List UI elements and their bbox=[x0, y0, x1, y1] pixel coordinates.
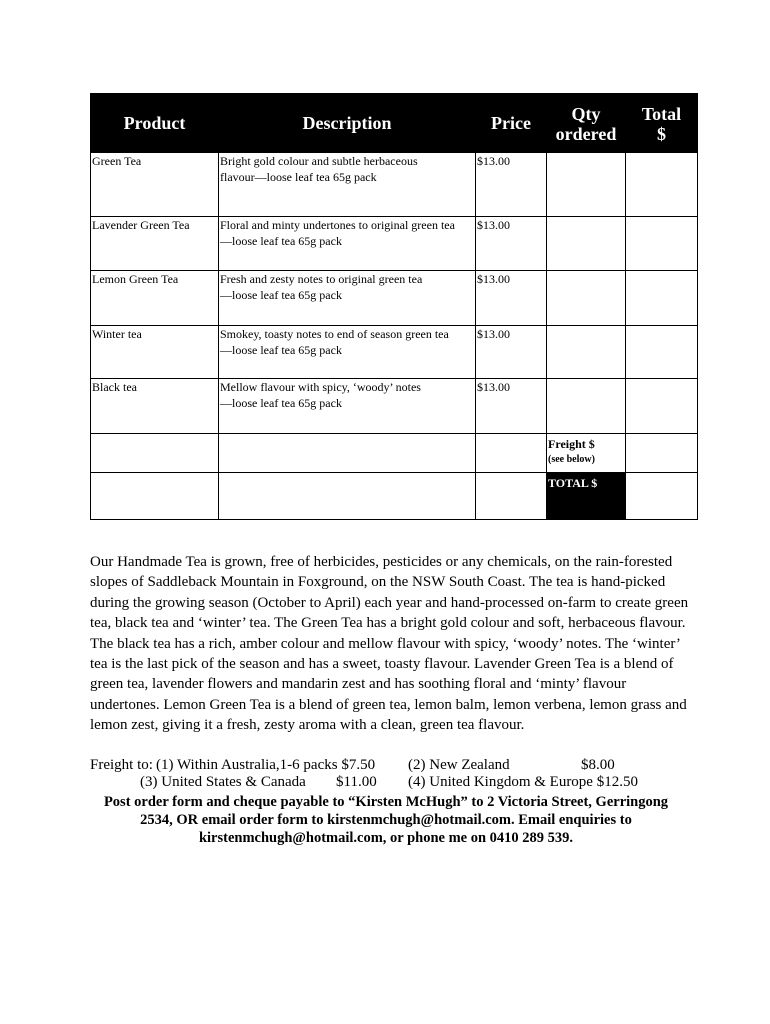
qty-input-cell[interactable] bbox=[547, 153, 626, 217]
total-input-cell[interactable] bbox=[626, 271, 698, 326]
header-total-line1: Total bbox=[641, 104, 682, 124]
qty-input-cell[interactable] bbox=[547, 271, 626, 326]
tea-description-paragraph: Our Handmade Tea is grown, free of herbicides, pesticides or any chemicals, on the rain-forested slopes of Saddleback Mountain in Foxground, on the NSW South Coast. The tea is hand-picked during the growing season (October to April) each year and hand-processed on-farm to create green tea, black tea and ‘winter’ tea. The Green Tea has a bright gold colour and soft, herbaceous flavour. The black tea has a rich, amber colour and mellow flavour with spicy, ‘woody’ notes. The ‘winter’ tea is the last pick of the season and has a sweet, toasty flavour. Lavender Green Tea is a blend of green tea, lavender flowers and mandarin zest and has soothing floral and ‘minty’ flavour undertones. Lemon Green Tea is a blend of green tea, lemon balm, lemon verbena, lemon grass and lemon zest, giving it a fresh, zesty aroma with a clean, green tea flavour. bbox=[90, 554, 689, 734]
total-input-cell[interactable] bbox=[626, 379, 698, 434]
product-price: $13.00 bbox=[476, 153, 547, 217]
empty-cell bbox=[476, 473, 547, 520]
header-price: Price bbox=[476, 94, 547, 153]
freight-label-sub: (see below) bbox=[548, 454, 595, 465]
description-line2: —loose leaf tea 65g pack bbox=[220, 343, 342, 357]
empty-cell bbox=[219, 473, 476, 520]
freight-option-1: (1) Within Australia,1-6 packs $7.50 bbox=[156, 757, 376, 773]
product-name: Lemon Green Tea bbox=[91, 271, 219, 326]
description-line2: —loose leaf tea 65g pack bbox=[220, 396, 342, 410]
freight-line-2 bbox=[90, 774, 690, 791]
header-qty-ordered bbox=[547, 94, 626, 153]
header-product: Product bbox=[91, 94, 219, 153]
freight-option-2-price: $8.00 bbox=[581, 757, 615, 773]
freight-option-3-name: (3) United States & Canada bbox=[140, 774, 306, 790]
product-description bbox=[219, 326, 476, 379]
header-total-line2: $ bbox=[657, 124, 666, 144]
product-description bbox=[219, 379, 476, 434]
total-input-cell[interactable] bbox=[626, 153, 698, 217]
total-input-cell[interactable] bbox=[626, 326, 698, 379]
empty-cell bbox=[91, 434, 219, 473]
description-line1: Fresh and zesty notes to original green tea bbox=[220, 272, 423, 286]
description-line1: Smokey, toasty notes to end of season green tea bbox=[220, 327, 449, 341]
freight-rates bbox=[90, 757, 690, 791]
table-row bbox=[91, 271, 698, 326]
order-table bbox=[90, 93, 698, 520]
empty-cell bbox=[476, 434, 547, 473]
product-name: Black tea bbox=[91, 379, 219, 434]
header-qty-line2: ordered bbox=[555, 124, 617, 144]
grand-total-input-cell[interactable] bbox=[626, 473, 698, 520]
freight-input-cell[interactable] bbox=[626, 434, 698, 473]
table-row bbox=[91, 153, 698, 217]
freight-prefix: Freight to: bbox=[90, 757, 153, 773]
product-name: Lavender Green Tea bbox=[91, 217, 219, 271]
table-header-row bbox=[91, 94, 698, 153]
description-line1: Mellow flavour with spicy, ‘woody’ notes bbox=[220, 380, 421, 394]
product-description bbox=[219, 271, 476, 326]
product-description bbox=[219, 217, 476, 271]
total-input-cell[interactable] bbox=[626, 217, 698, 271]
freight-option-3-price: $11.00 bbox=[336, 774, 377, 790]
qty-input-cell[interactable] bbox=[547, 379, 626, 434]
post-instructions: Post order form and cheque payable to “Kirsten McHugh” to 2 Victoria Street, Gerringong 2534, OR email order form to kirstenmchugh@hotmail.com. Email enquiries to kirstenmchugh@hotmail.com, or phone me on 0410 289 539. bbox=[103, 794, 669, 846]
header-qty-line1: Qty bbox=[571, 104, 601, 124]
description-line1: Bright gold colour and subtle herbaceous bbox=[220, 154, 418, 168]
empty-cell bbox=[91, 473, 219, 520]
table-row bbox=[91, 217, 698, 271]
description-line1: Floral and minty undertones to original green tea bbox=[220, 218, 455, 232]
product-name: Green Tea bbox=[91, 153, 219, 217]
freight-option-4: (4) United Kingdom & Europe $12.50 bbox=[408, 774, 638, 790]
product-description bbox=[219, 153, 476, 217]
freight-label bbox=[547, 434, 626, 473]
description-line2: —loose leaf tea 65g pack bbox=[220, 288, 342, 302]
description-line2: flavour—loose leaf tea 65g pack bbox=[220, 170, 377, 184]
header-description: Description bbox=[219, 94, 476, 153]
freight-label-text: Freight $ bbox=[548, 437, 595, 451]
freight-row bbox=[91, 434, 698, 473]
total-label: TOTAL $ bbox=[547, 473, 626, 520]
product-price: $13.00 bbox=[476, 326, 547, 379]
product-name: Winter tea bbox=[91, 326, 219, 379]
description-line2: —loose leaf tea 65g pack bbox=[220, 234, 342, 248]
header-total bbox=[626, 94, 698, 153]
qty-input-cell[interactable] bbox=[547, 217, 626, 271]
qty-input-cell[interactable] bbox=[547, 326, 626, 379]
freight-line-1 bbox=[90, 757, 690, 774]
empty-cell bbox=[219, 434, 476, 473]
total-row bbox=[91, 473, 698, 520]
table-row bbox=[91, 326, 698, 379]
freight-option-2-name: (2) New Zealand bbox=[408, 757, 510, 773]
product-price: $13.00 bbox=[476, 271, 547, 326]
product-price: $13.00 bbox=[476, 217, 547, 271]
table-row bbox=[91, 379, 698, 434]
product-price: $13.00 bbox=[476, 379, 547, 434]
